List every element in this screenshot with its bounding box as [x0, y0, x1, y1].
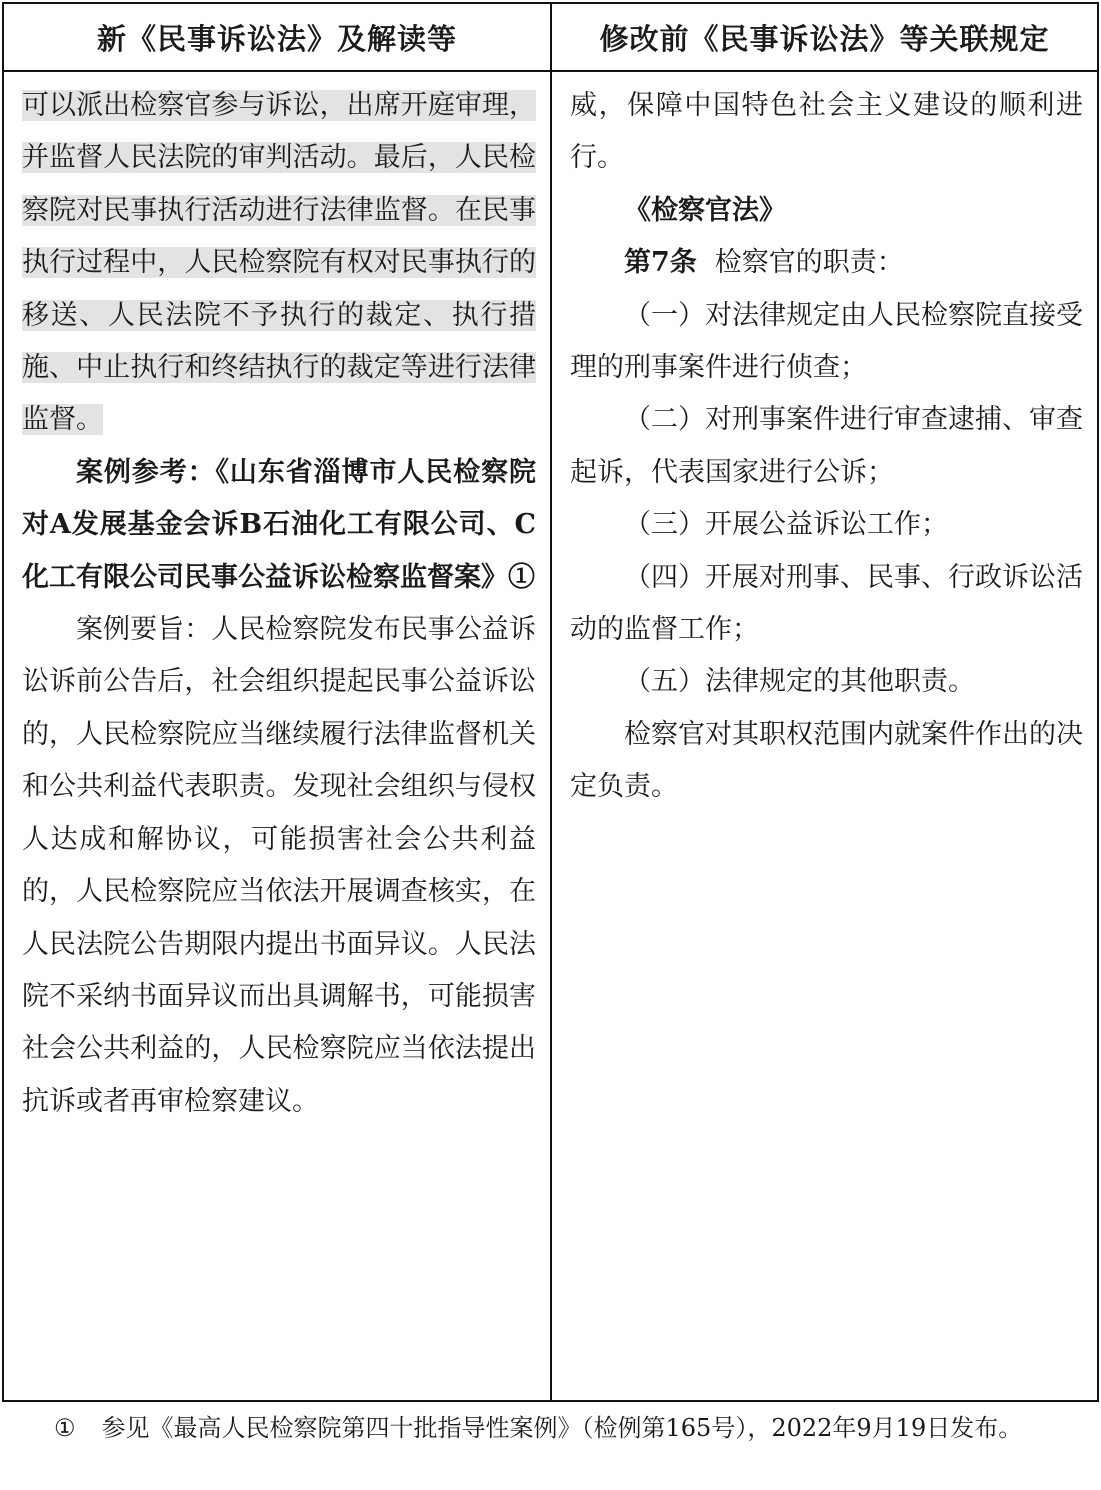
footnote: [8, 1408, 1093, 1448]
comparison-table: [2, 2, 1099, 1402]
closing-provision: 检察官对其职权范围内就案件作出的决定负责。: [570, 718, 1083, 803]
continuation-text: 威，保障中国特色社会主义建设的顺利进行。: [570, 90, 1083, 174]
right-column: [552, 72, 1097, 1400]
law-title: 《检察官法》: [624, 194, 786, 226]
duty-item-1: （一）对法律规定由人民检察院直接受理的刑事案件进行侦查；: [570, 299, 1083, 384]
article-heading: [570, 237, 1083, 289]
article-intro: 检察官的职责：: [714, 247, 904, 279]
case-summary: 案例要旨：人民检察院发布民事公益诉讼诉前公告后，社会组织提起民事公益诉讼的，人民检察院应当继续履行法律监督机关和公共利益代表职责。发现社会组织与侵权人达成和解协议，可能损害社会公共利益的，人民检察院应当依法开展调查核实，在人民法院公告期限内提出书面异议。人民法院不采纳书面异议而出具调解书，可能损害社会公共利益的，人民检察院应当依法提出抗诉或者再审检察建议。: [22, 614, 536, 1117]
table-body: [4, 72, 1097, 1400]
highlighted-interpretation: [22, 80, 536, 447]
case-reference-text: 案例参考：《山东省淄博市人民检察院对A发展基金会诉B石油化工有限公司、C化工有限公司民事公益诉讼检察监督案》: [22, 456, 536, 593]
left-column-title: 新《民事诉讼法》及解读等: [4, 4, 552, 70]
duty-item-5: （五）法律规定的其他职责。: [624, 666, 975, 698]
footnote-mark: ①: [54, 1414, 76, 1442]
table-header: [4, 4, 1097, 72]
left-column: [4, 72, 552, 1400]
article-number: 第7条: [624, 247, 697, 279]
duty-item-2: （二）对刑事案件进行审查逮捕、审查起诉，代表国家进行公诉；: [570, 404, 1083, 488]
highlighted-text: 可以派出检察官参与诉讼，出席开庭审理，并监督人民法院的审判活动。最后，人民检察院对民事执行活动进行法律监督。在民事执行过程中，人民检察院有权对民事执行的移送、人民法院不予执行的裁定、执行措施、中止执行和终结执行的裁定等进行法律监督。: [22, 90, 536, 436]
duty-item-4: （四）开展对刑事、民事、行政诉讼活动的监督工作；: [570, 561, 1083, 646]
case-reference: [22, 447, 536, 604]
footnote-text: 参见《最高人民检察院第四十批指导性案例》（检例第165号），2022年9月19日发布。: [101, 1414, 1023, 1442]
footnote-ref: ①: [508, 561, 535, 593]
duty-item-3: （三）开展公益诉讼工作；: [624, 509, 948, 541]
right-column-title: 修改前《民事诉讼法》等关联规定: [599, 21, 1050, 56]
